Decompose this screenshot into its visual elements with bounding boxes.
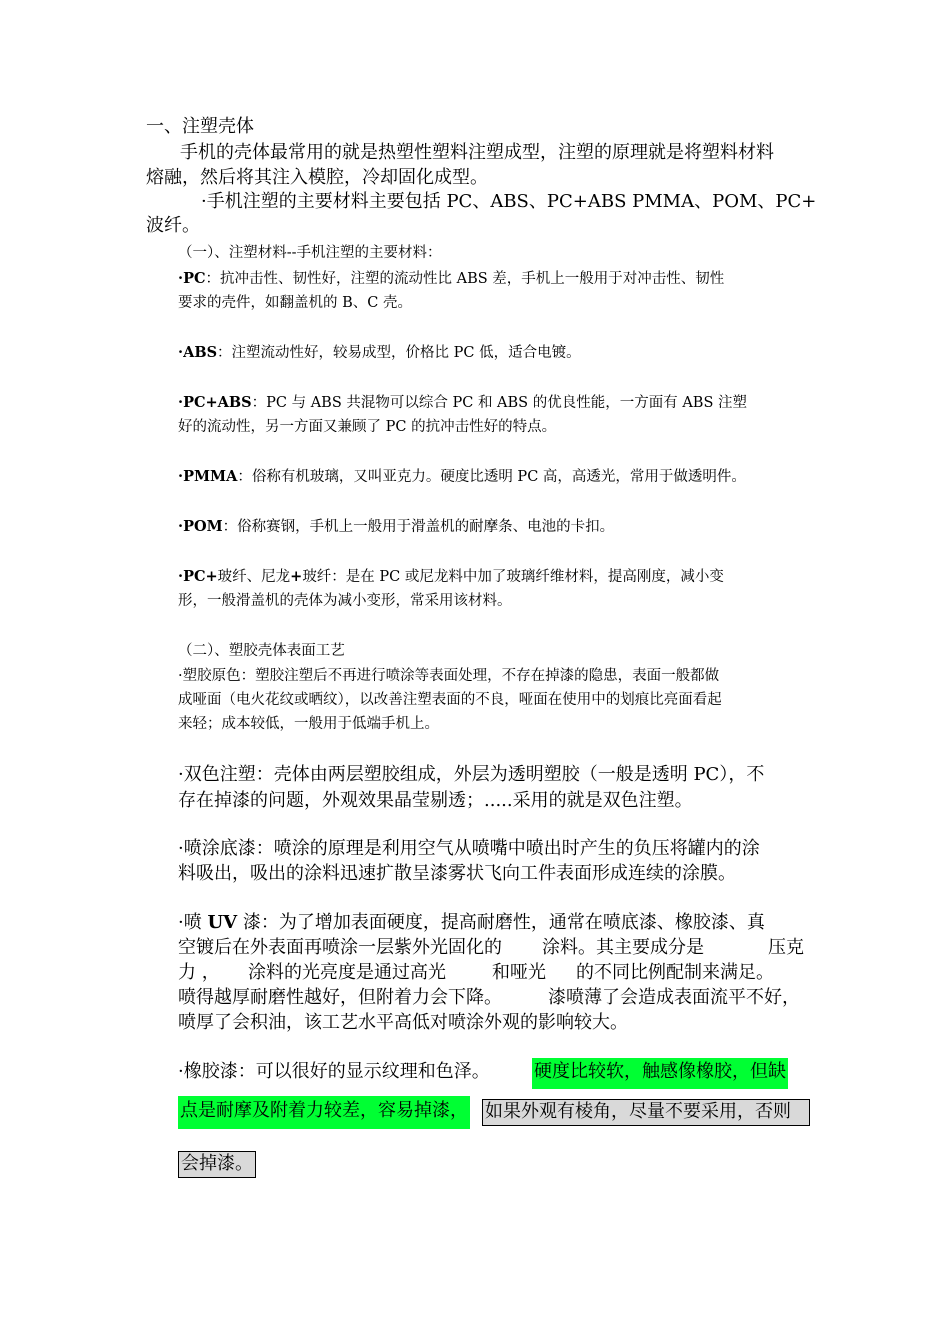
uv-line: 涂料。其主要成分是 (542, 937, 704, 958)
material-term: ABS (183, 344, 218, 361)
process-uv (178, 914, 765, 932)
material-term: POM (183, 518, 223, 535)
material-item-pc (178, 272, 724, 287)
uv-line: 压克 (768, 937, 804, 958)
process-primer-cont: 料吸出，吸出的涂料迅速扩散呈漆雾状飞向工件表面形成连续的涂膜。 (178, 863, 736, 884)
material-desc-cont: 形，一般滑盖机的壳体为减小变形，常采用该材料。 (178, 593, 512, 609)
rubber-lead: ·橡胶漆：可以很好的显示纹理和色泽。 (178, 1061, 490, 1082)
bullet: · (178, 344, 184, 361)
uv-desc: 漆：为了增加表面硬度，提高耐磨性，通常在喷底漆、橡胶漆、真 (237, 912, 765, 933)
highlight-green: 硬度比较软，触感像橡胶，但缺 (532, 1058, 788, 1089)
material-item-pmma (178, 470, 746, 485)
uv-term: UV (207, 912, 238, 933)
material-term: PC (183, 270, 206, 287)
material-term: PMMA (183, 468, 238, 485)
uv-line: 的不同比例配制来满足。 (576, 962, 774, 983)
material-desc: ：注塑流动性好，较易成型，价格比 PC 低，适合电镀。 (217, 345, 581, 361)
process-plastic-color-cont: 成哑面（电火花纹或晒纹），以改善注塑表面的不良，哑面在使用中的划痕比亮面看起 (178, 692, 722, 708)
material-term: PC+ABS (183, 394, 252, 411)
material-desc: ：俗称有机玻璃，又叫亚克力。硬度比透明 PC 高，高透光，常用于做透明件。 (237, 469, 746, 485)
materials-line: ·手机注塑的主要材料主要包括 PC、ABS、PC+ABS PMMA、POM、PC+ (201, 191, 817, 212)
uv-line: 力 ， (178, 962, 220, 983)
material-desc-cont: 要求的壳件，如翻盖机的 B、C 壳。 (178, 295, 412, 311)
highlight-green: 点是耐摩及附着力较差，容易掉漆， (178, 1096, 470, 1129)
uv-line: 漆喷薄了会造成表面流平不好， (548, 987, 800, 1008)
material-desc: ：PC 与 ABS 共混物可以综合 PC 和 ABS 的优良性能，一方面有 ABS 注塑 (251, 395, 748, 411)
uv-line: 空镀后在外表面再喷涂一层紫外光固化的 (178, 937, 502, 958)
process-two-color-cont: 存在掉漆的问题，外观效果晶莹剔透；.....采用的就是双色注塑。 (178, 790, 693, 811)
uv-line: 喷得越厚耐磨性越好，但附着力会下降。 (178, 987, 502, 1008)
highlight-box: 会掉漆。 (178, 1151, 256, 1178)
subsection-heading: （一）、注塑材料--手机注塑的主要材料： (178, 245, 442, 261)
process-primer: ·喷涂底漆：喷涂的原理是利用空气从喷嘴中喷出时产生的负压将罐内的涂 (178, 838, 760, 859)
uv-line: 和哑光 (492, 962, 546, 983)
intro-line: 手机的壳体最常用的就是热塑性塑料注塑成型，注塑的原理就是将塑料材料 (180, 142, 774, 163)
material-term-plus: + (290, 568, 303, 585)
process-two-color: ·双色注塑：壳体由两层塑胶组成，外层为透明塑胶（一般是透明 PC），不 (178, 764, 765, 785)
uv-line: 喷厚了会积油，该工艺水平高低对喷涂外观的影响较大。 (178, 1012, 628, 1033)
subsection-heading: （二）、塑胶壳体表面工艺 (178, 643, 345, 659)
material-desc-cont: 好的流动性，另一方面又兼顾了 PC 的抗冲击性好的特点。 (178, 419, 557, 435)
bullet: · (178, 394, 184, 411)
material-item-pom (178, 520, 614, 535)
material-desc: 玻纤、尼龙 (217, 569, 291, 585)
uv-prefix: ·喷 (178, 912, 208, 933)
process-plastic-color: ·塑胶原色：塑胶注塑后不再进行喷涂等表面处理，不存在掉漆的隐患，表面一般都做 (178, 668, 720, 684)
bullet: · (178, 568, 184, 585)
material-item-pc-abs (178, 396, 747, 411)
process-plastic-color-cont: 来轻；成本较低，一般用于低端手机上。 (178, 716, 439, 732)
material-item-pc-glass (178, 570, 724, 585)
process-rubber (178, 1063, 490, 1081)
bullet: · (178, 270, 184, 287)
material-desc: ：抗冲击性、韧性好，注塑的流动性比 ABS 差，手机上一般用于对冲击性、韧性 (205, 271, 725, 287)
intro-line: 熔融，然后将其注入模腔，冷却固化成型。 (146, 167, 488, 188)
materials-line: 波纤。 (146, 215, 200, 236)
bullet: · (178, 468, 184, 485)
bullet: · (178, 518, 184, 535)
material-term: PC+ (183, 568, 218, 585)
highlight-box: 如果外观有棱角，尽量不要采用，否则 (482, 1099, 810, 1126)
material-desc: ：俗称赛钢，手机上一般用于滑盖机的耐摩条、电池的卡扣。 (222, 519, 615, 535)
uv-line: 涂料的光亮度是通过高光 (248, 962, 446, 983)
material-desc: 玻纤：是在 PC 或尼龙料中加了玻璃纤维材料，提高刚度，减小变 (302, 569, 724, 585)
material-item-abs (178, 346, 581, 361)
section-title: 一、注塑壳体 (146, 116, 254, 137)
